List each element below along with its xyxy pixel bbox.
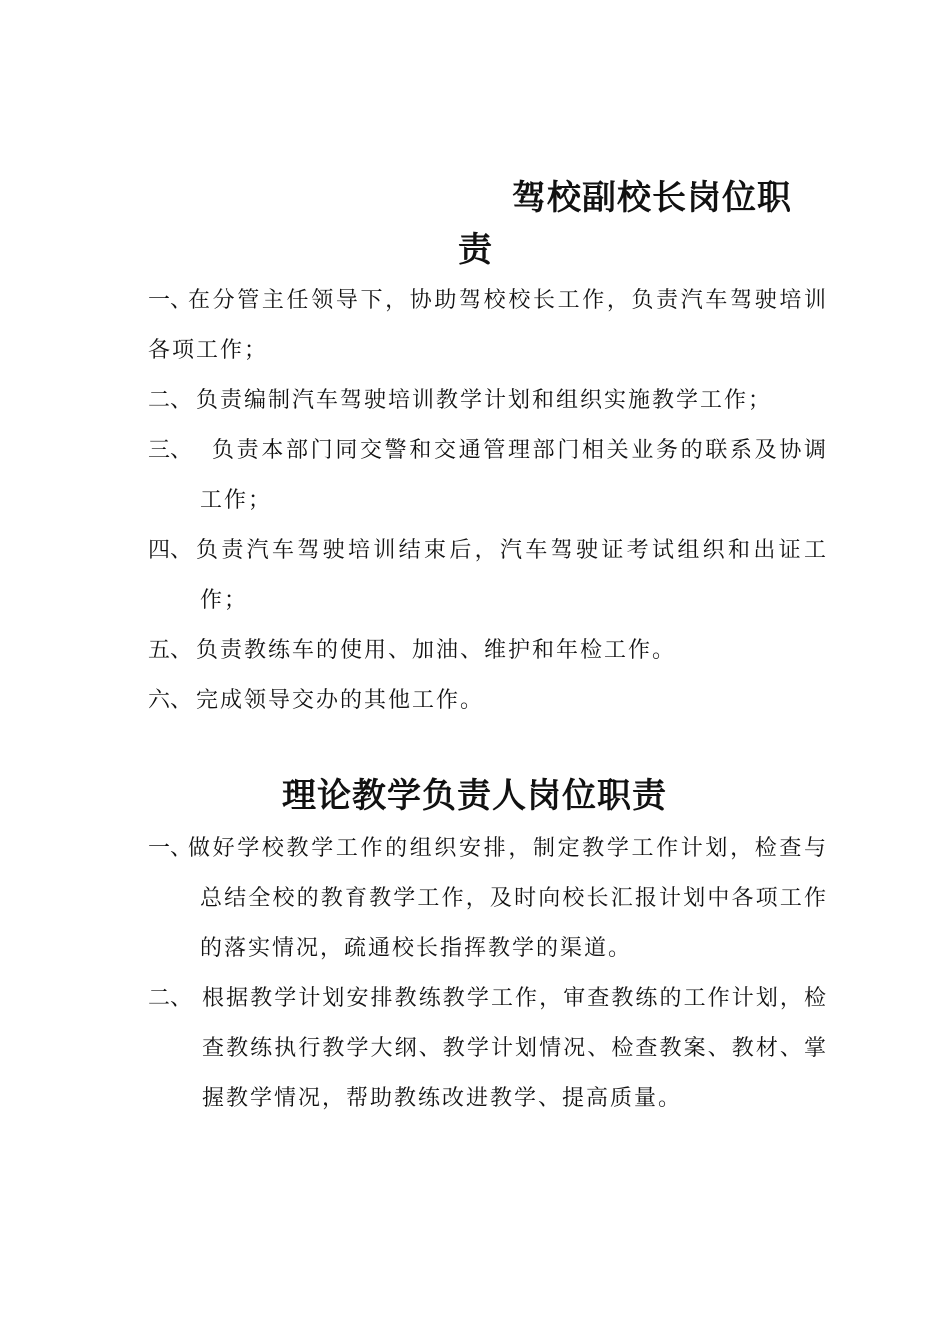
duty-item xyxy=(148,824,828,974)
duty-item xyxy=(148,974,828,1124)
item-text: 根据教学计划安排教练教学工作，审查教练的工作计划，检查教练执行教学大纲、教学计划情况、检查教案、教材、掌握教学情况，帮助教练改进教学、提高质量。 xyxy=(202,986,828,1111)
item-marker: 一、 xyxy=(148,288,193,313)
section-title-line-1: 驾校副校长岗位职 xyxy=(512,178,792,218)
item-text: 在分管主任领导下，协助驾校校长工作，负责汽车驾驶培训各项工作； xyxy=(148,288,828,363)
duty-item xyxy=(148,376,828,426)
duty-item xyxy=(148,426,828,526)
item-text: 负责教练车的使用、加油、维护和年检工作。 xyxy=(196,638,677,663)
section-title: 理论教学负责人岗位职责 xyxy=(282,776,667,816)
duty-item xyxy=(148,626,828,676)
item-text: 负责本部门同交警和交通管理部门相关业务的联系及协调工作； xyxy=(200,438,828,513)
section-title-line-2: 责 xyxy=(458,230,493,270)
item-marker: 二、 xyxy=(148,986,193,1011)
item-marker: 六、 xyxy=(148,688,193,713)
duty-item xyxy=(148,526,828,626)
item-marker: 四、 xyxy=(148,538,193,563)
duty-item xyxy=(148,276,828,376)
item-marker: 三、 xyxy=(148,438,193,463)
item-marker: 五、 xyxy=(148,638,193,663)
item-text: 负责汽车驾驶培训结束后，汽车驾驶证考试组织和出证工作； xyxy=(196,538,828,613)
item-text: 负责编制汽车驾驶培训教学计划和组织实施教学工作； xyxy=(196,388,773,413)
duty-item xyxy=(148,676,828,726)
item-marker: 一、 xyxy=(148,836,193,861)
item-text: 做好学校教学工作的组织安排，制定教学工作计划，检查与总结全校的教育教学工作，及时向校长汇报计划中各项工作的落实情况，疏通校长指挥教学的渠道。 xyxy=(188,836,828,961)
item-text: 完成领导交办的其他工作。 xyxy=(196,688,485,713)
item-marker: 二、 xyxy=(148,388,193,413)
